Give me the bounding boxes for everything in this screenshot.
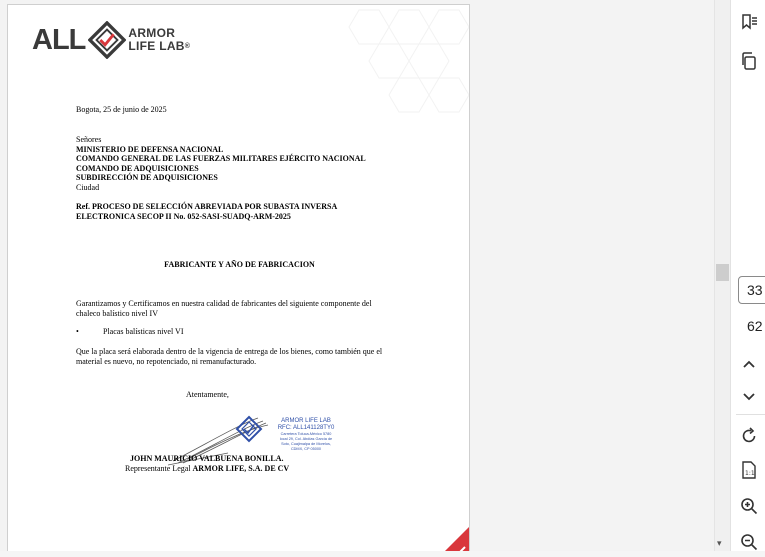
zoom-out-button[interactable] — [731, 527, 765, 557]
actual-size-icon — [740, 461, 758, 479]
scrollbar-thumb[interactable] — [716, 264, 729, 281]
chevron-up-icon — [740, 355, 758, 373]
scroll-down-arrow-icon[interactable]: ▾ — [717, 539, 722, 549]
reference-line: Ref. PROCESO DE SELECCIÓN ABREVIADA POR SUBASTA INVERSA — [76, 202, 338, 211]
previous-page-button[interactable] — [731, 349, 765, 379]
body-paragraph: Que la placa será elaborada dentro de la vigencia de entrega de los bienes, como también que el — [76, 347, 383, 356]
copy-button[interactable] — [731, 46, 765, 76]
copy-icon — [740, 52, 758, 70]
pdf-page — [7, 4, 470, 551]
actual-size-button[interactable] — [731, 455, 765, 485]
salutation: Señores — [76, 135, 102, 144]
next-page-button[interactable] — [731, 382, 765, 412]
rotate-button[interactable] — [731, 421, 765, 451]
addressee-city: Ciudad — [76, 183, 100, 192]
zoom-in-icon — [740, 497, 758, 515]
addressee-line: SUBDIRECCIÓN DE ADQUISICIONES — [76, 173, 218, 183]
bookmark-list-icon — [740, 13, 758, 31]
addressee-line: MINISTERIO DE DEFENSA NACIONAL — [76, 144, 224, 154]
closing: Atentamente, — [186, 390, 229, 399]
rotate-icon — [740, 427, 758, 445]
logo-wordmark: ALL — [32, 23, 86, 56]
addressee-line: COMANDO DE ADQUISICIONES — [76, 163, 199, 173]
company-logo — [32, 20, 190, 60]
viewer-toolbar — [730, 0, 765, 551]
signer-name: JOHN MAURICIO VALBUENA BONILLA. — [130, 454, 284, 463]
logo-diamond-icon — [88, 21, 126, 59]
bullet-marker: • — [76, 327, 79, 336]
logo-text: ARMOR LIFE LAB® — [128, 26, 191, 53]
letter-heading: FABRICANTE Y AÑO DE FABRICACION — [164, 260, 315, 269]
page-number-input[interactable]: 33 — [738, 276, 765, 304]
toolbar-divider — [736, 414, 765, 415]
chevron-down-icon — [740, 388, 758, 406]
svg-text:1:1: 1:1 — [744, 470, 755, 477]
total-pages: 62 — [747, 318, 763, 334]
bookmark-list-button[interactable] — [731, 7, 765, 37]
addressee-line: COMANDO GENERAL DE LAS FUERZAS MILITARES EJÉRCITO NACIONAL — [76, 154, 366, 164]
vertical-scrollbar[interactable] — [714, 0, 730, 551]
bullet-item: Placas balísticas nivel VI — [103, 327, 184, 336]
zoom-out-icon — [740, 533, 758, 551]
body-paragraph: chaleco balístico nivel IV — [76, 308, 158, 318]
company-stamp: ARMOR LIFE LAB RFC: ALL141128TY0 Carretera Toluca-México 5780 local 29, Col. Abdías García de Soto, Cuajimalpa de Morelos, CDMX, CP 05000 — [277, 418, 335, 451]
reference-line: ELECTRONICA SECOP II No. 052-SASI-SUADQ-ARM-2025 — [76, 211, 291, 221]
zoom-in-button[interactable] — [731, 491, 765, 521]
letter-date: Bogota, 25 de junio de 2025 — [76, 105, 167, 114]
body-paragraph: material es nuevo, no repotenciado, ni remanufacturado. — [76, 356, 257, 366]
body-paragraph: Garantizamos y Certificamos en nuestra calidad de fabricantes del siguiente componente del — [76, 299, 372, 308]
corner-decoration — [429, 527, 469, 551]
background-pattern — [319, 5, 469, 115]
signer-role: Representante Legal ARMOR LIFE, S.A. DE CV — [125, 464, 290, 473]
